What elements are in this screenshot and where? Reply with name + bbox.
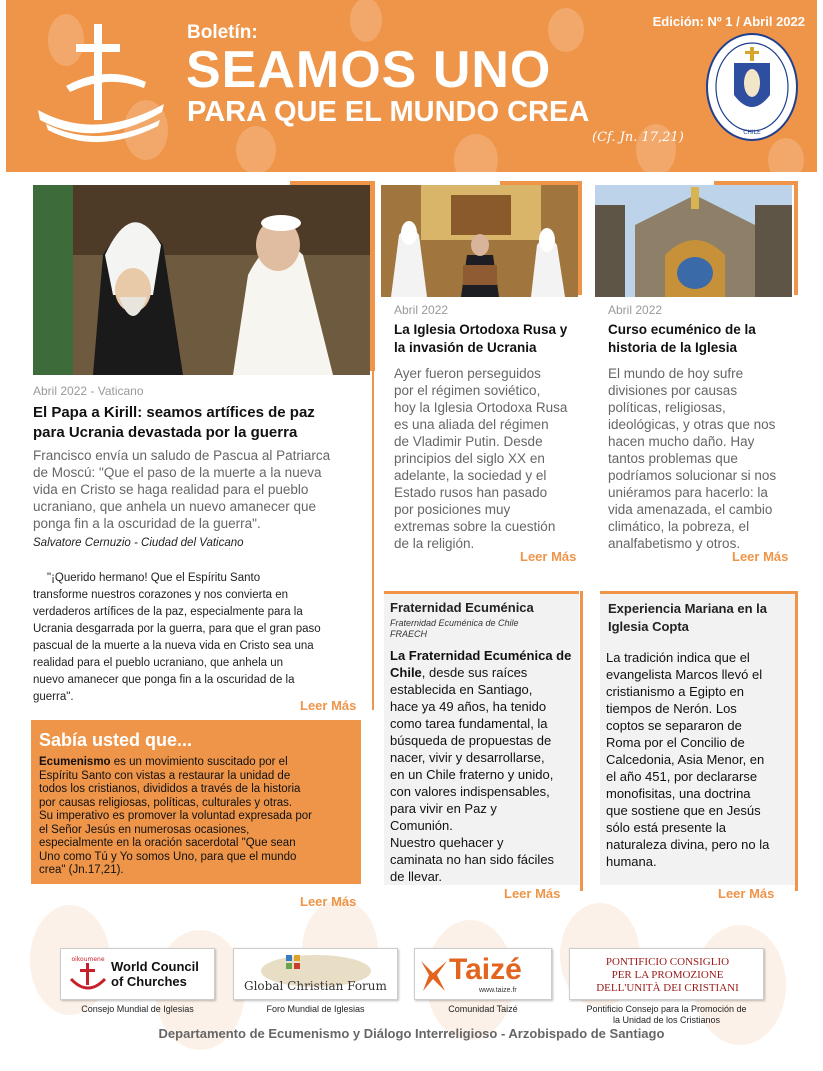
summary-line: Estado rusos han pasado xyxy=(394,485,548,500)
lead-line: de Moscú: "Que el paso de la muerte a la nueva xyxy=(33,465,322,480)
text-line: sólo está presente la xyxy=(606,820,726,835)
title-line: Iglesia Copta xyxy=(608,619,689,634)
caption-line: Pontificio Consejo para la Promoción de xyxy=(586,1004,747,1014)
article-headline[interactable] xyxy=(394,321,567,357)
pontifical-council-logo[interactable] xyxy=(569,948,764,1000)
summary-line: divisiones por causas xyxy=(608,383,738,398)
text-line: La tradición indica que el xyxy=(606,650,750,665)
summary-line: hoy la Iglesia Ortodoxa Rusa xyxy=(394,400,568,415)
taize-logo[interactable] xyxy=(414,948,552,1000)
taize-url: www.taize.fr xyxy=(479,987,517,994)
text-line: especialmente en la oración sacerdotal "Que sean xyxy=(39,837,296,849)
column-accent xyxy=(795,591,798,891)
logo-text: PER LA PROMOZIONE xyxy=(611,969,724,981)
cathedral-photo[interactable] xyxy=(595,185,792,297)
article-headline[interactable] xyxy=(33,403,315,443)
article-author: Salvatore Cernuzio - Ciudad del Vaticano xyxy=(33,537,244,549)
photo-frame-accent xyxy=(578,181,582,295)
term-bold: Chile xyxy=(390,665,422,680)
read-more-link[interactable]: Leer Más xyxy=(504,886,561,901)
headline-line: La Iglesia Ortodoxa Rusa y xyxy=(394,322,568,337)
summary-line: Ayer fueron perseguidos xyxy=(394,366,541,381)
text-line: Calcedonia, Asia Menor, en xyxy=(606,752,765,767)
fraternidad-box xyxy=(384,591,579,885)
summary-line: uniéramos para hacerlo: la xyxy=(608,485,768,500)
headline-line: la invasión de Ucrania xyxy=(394,340,537,355)
text-line: naturaleza divina, pero no la xyxy=(606,837,770,852)
logo-text: Christian Forum xyxy=(287,979,387,993)
quote-line: Ucrania desgarrada por la guerra, para que el gran paso xyxy=(33,623,321,635)
text-line: es un movimiento suscitado por el xyxy=(110,756,288,768)
title-line: Experiencia Mariana en la xyxy=(608,601,767,616)
text-line: que sostiene que en Jesús xyxy=(606,803,761,818)
putin-clergy-photo[interactable] xyxy=(381,185,578,297)
logo-text: Global xyxy=(244,979,284,993)
world-map-icon xyxy=(234,949,399,1001)
summary-line: hacen mucho daño. Hay xyxy=(608,434,755,449)
logo-text: PONTIFICIO CONSIGLIO xyxy=(605,956,730,968)
text-line: hace ya 49 años, ha tenido xyxy=(390,699,547,714)
read-more-link[interactable]: Leer Más xyxy=(718,886,775,901)
logo-text: of Churches xyxy=(111,974,187,989)
pope-kirill-photo[interactable] xyxy=(33,185,370,375)
bulletin-title: SEAMOS UNO xyxy=(186,41,552,99)
logo-caption: Comunidad Taizé xyxy=(448,1004,518,1014)
text-line: evangelista Marcos llevó el xyxy=(606,667,763,682)
headline-line: historia de la Iglesia xyxy=(608,340,738,355)
quote-line: verdaderos artífices de la paz, especialmente para la xyxy=(33,606,303,618)
logo-caption xyxy=(569,1004,764,1026)
summary-line: por posiciones muy xyxy=(394,502,511,517)
box-text xyxy=(606,649,794,870)
read-more-link[interactable]: Leer Más xyxy=(732,549,789,564)
logo-caption: Consejo Mundial de Iglesias xyxy=(81,1004,194,1014)
taize-name: Taizé xyxy=(449,953,522,986)
quote-line: nuevo amanecer que ponga fin a la oscuridad de la xyxy=(33,674,295,686)
text-line: monofisitas, una doctrina xyxy=(606,786,751,801)
gcf-name xyxy=(244,979,387,993)
text-line: Espíritu Santo con vistas a restaurar la unidad de xyxy=(39,769,291,782)
summary-line: por el régimen soviético, xyxy=(394,383,541,398)
photo-frame-accent xyxy=(794,181,798,295)
did-you-know-box xyxy=(31,720,361,884)
text-line: como tarea fundamental, la xyxy=(390,716,548,731)
summary-line: adelante, la sociedad y el xyxy=(394,468,547,483)
did-you-know-text xyxy=(39,756,359,878)
text-line: con valores indispensables, xyxy=(390,784,550,799)
text-line: La Fraternidad Ecuménica de xyxy=(390,648,572,663)
pc-name xyxy=(570,956,765,995)
text-line: de llevar. xyxy=(390,869,443,884)
text-line: Uno como Tú y Yo somos Uno, para que el mundo xyxy=(39,850,297,863)
summary-line: principios del siglo XX en xyxy=(394,451,545,466)
archdiocese-seal xyxy=(706,33,798,141)
summary-line: vida amenazada, el cambio xyxy=(608,502,773,517)
article-headline[interactable] xyxy=(608,321,756,357)
quote-line: guerra". xyxy=(33,691,74,703)
quote-line: realidad para el pueblo ucraniano, que anhela un xyxy=(33,657,284,669)
quote-line: "¡Querido hermano! Que el Espíritu Santo xyxy=(47,572,261,584)
logo-text: DELL'UNITÀ DEI CRISTIANI xyxy=(596,982,739,994)
text-line: , desde sus raíces xyxy=(421,665,528,680)
text-line: búsqueda de propuestas de xyxy=(390,733,552,748)
article-meta: Abril 2022 xyxy=(608,303,663,317)
mariana-box xyxy=(600,591,795,885)
did-you-know-title: Sabía usted que... xyxy=(39,730,193,750)
text-line: por causas religiosas, políticas, culturales y otras. xyxy=(39,796,293,809)
text-line: todos los cristianos, divididos a través de la historia xyxy=(39,783,301,795)
oikoumene-text: oikoumene xyxy=(71,956,105,963)
quote-line: pascual de la muerte a la nueva vida en Cristo sea una xyxy=(33,640,314,652)
cross-boat-logo xyxy=(36,24,166,148)
subtitle-line: Fraternidad Ecuménica de Chile xyxy=(390,618,519,628)
headline-line: Curso ecuménico de la xyxy=(608,322,756,337)
summary-line: analfabetismo y otros. xyxy=(608,536,741,551)
edition-label: Edición: Nº 1 / Abril 2022 xyxy=(652,14,805,29)
summary-line: climático, la pobreza, el xyxy=(608,519,750,534)
read-more-link[interactable]: Leer Más xyxy=(300,698,357,713)
logo-caption: Foro Mundial de Iglesias xyxy=(266,1004,365,1014)
summary-line: extremas sobre la cuestión xyxy=(394,519,556,534)
column-accent xyxy=(580,591,583,891)
read-more-link[interactable]: Leer Más xyxy=(520,549,577,564)
lead-line: ponga fin a la oscuridad de la guerra". xyxy=(33,516,261,531)
text-line: caminata no han sido fáciles xyxy=(390,852,555,867)
bulletin-label: Boletín: xyxy=(187,22,258,43)
summary-line: de la religión. xyxy=(394,536,475,551)
article-lead xyxy=(33,447,330,532)
text-line: en un Chile fraterno y unido, xyxy=(390,767,554,782)
text-line: cristianismo a Egipto en xyxy=(606,684,745,699)
summary-line: políticas, religiosas, xyxy=(608,400,726,415)
lead-line: vida en Cristo se haga realidad para el pueblo xyxy=(33,482,309,497)
bible-citation: (Cf. Jn. 17,21) xyxy=(592,130,684,145)
text-line: el Señor Jesús en numerosas ocasiones, xyxy=(39,823,250,836)
subtitle-line: FRAECH xyxy=(390,629,428,639)
lead-line: ucraniano, que anhela un nuevo amanecer que xyxy=(33,499,316,514)
department-footer: Departamento de Ecumenismo y Diálogo Interreligioso - Arzobispado de Santiago xyxy=(158,1026,665,1041)
box-title: Fraternidad Ecuménica xyxy=(390,600,534,615)
lead-line: Francisco envía un saludo de Pascua al Patriarca xyxy=(33,448,331,463)
column-accent xyxy=(372,370,374,710)
read-more-link[interactable]: Leer Más xyxy=(300,894,357,909)
bulletin-subtitle: PARA QUE EL MUNDO CREA xyxy=(187,96,590,128)
text-line: tiempos de Nerón. Los xyxy=(606,701,737,716)
text-line: coptos se separaron de xyxy=(606,718,742,733)
oikoumene-icon xyxy=(67,953,109,997)
text-line: Comunión. xyxy=(390,818,453,833)
headline-line: El Papa a Kirill: seamos artífices de paz xyxy=(33,404,315,421)
box-subtitle xyxy=(390,618,519,640)
summary-line: El mundo de hoy sufre xyxy=(608,366,744,381)
text-line: crea" (Jn.17,21). xyxy=(39,864,124,876)
summary-line: es una aliada del régimen xyxy=(394,417,549,432)
summary-line: ideológicas, y otras que nos xyxy=(608,417,776,432)
box-title xyxy=(608,600,767,636)
seal-bottom-text: CHILE xyxy=(743,129,761,136)
text-line: humana. xyxy=(606,854,657,869)
logo-text: World Council xyxy=(111,959,199,974)
taize-dove-icon xyxy=(419,957,449,993)
article-summary xyxy=(608,365,776,552)
text-line: Nuestro quehacer y xyxy=(390,835,504,850)
article-meta: Abril 2022 - Vaticano xyxy=(33,384,144,398)
text-line: establecida en Santiago, xyxy=(390,682,533,697)
article-summary xyxy=(394,365,567,552)
text-line: el año 451, por declararse xyxy=(606,769,758,784)
text-line: para vivir en Paz y xyxy=(390,801,497,816)
text-line: Roma por el Concilio de xyxy=(606,735,745,750)
box-text xyxy=(390,647,578,885)
summary-line: de Vladimir Putin. Desde xyxy=(394,434,543,449)
quote-line: transforme nuestros corazones y nos convierta en xyxy=(33,589,289,601)
text-line: Su imperativo es promover la voluntad expresada por xyxy=(39,810,312,822)
term-bold: Ecumenismo xyxy=(39,756,111,768)
text-line: nacer, vivir y desarrollarse, xyxy=(390,750,545,765)
caption-line: la Unidad de los Cristianos xyxy=(612,1015,721,1025)
article-quote xyxy=(33,570,321,706)
summary-line: podríamos solucionar si nos xyxy=(608,468,777,483)
summary-line: tantos problemas que xyxy=(608,451,738,466)
gcf-logo[interactable] xyxy=(233,948,398,1000)
headline-line: para Ucrania devastada por la guerra xyxy=(33,424,298,441)
article-meta: Abril 2022 xyxy=(394,303,449,317)
header-banner xyxy=(6,0,817,172)
wcc-name xyxy=(111,959,199,989)
wcc-logo[interactable] xyxy=(60,948,215,1000)
